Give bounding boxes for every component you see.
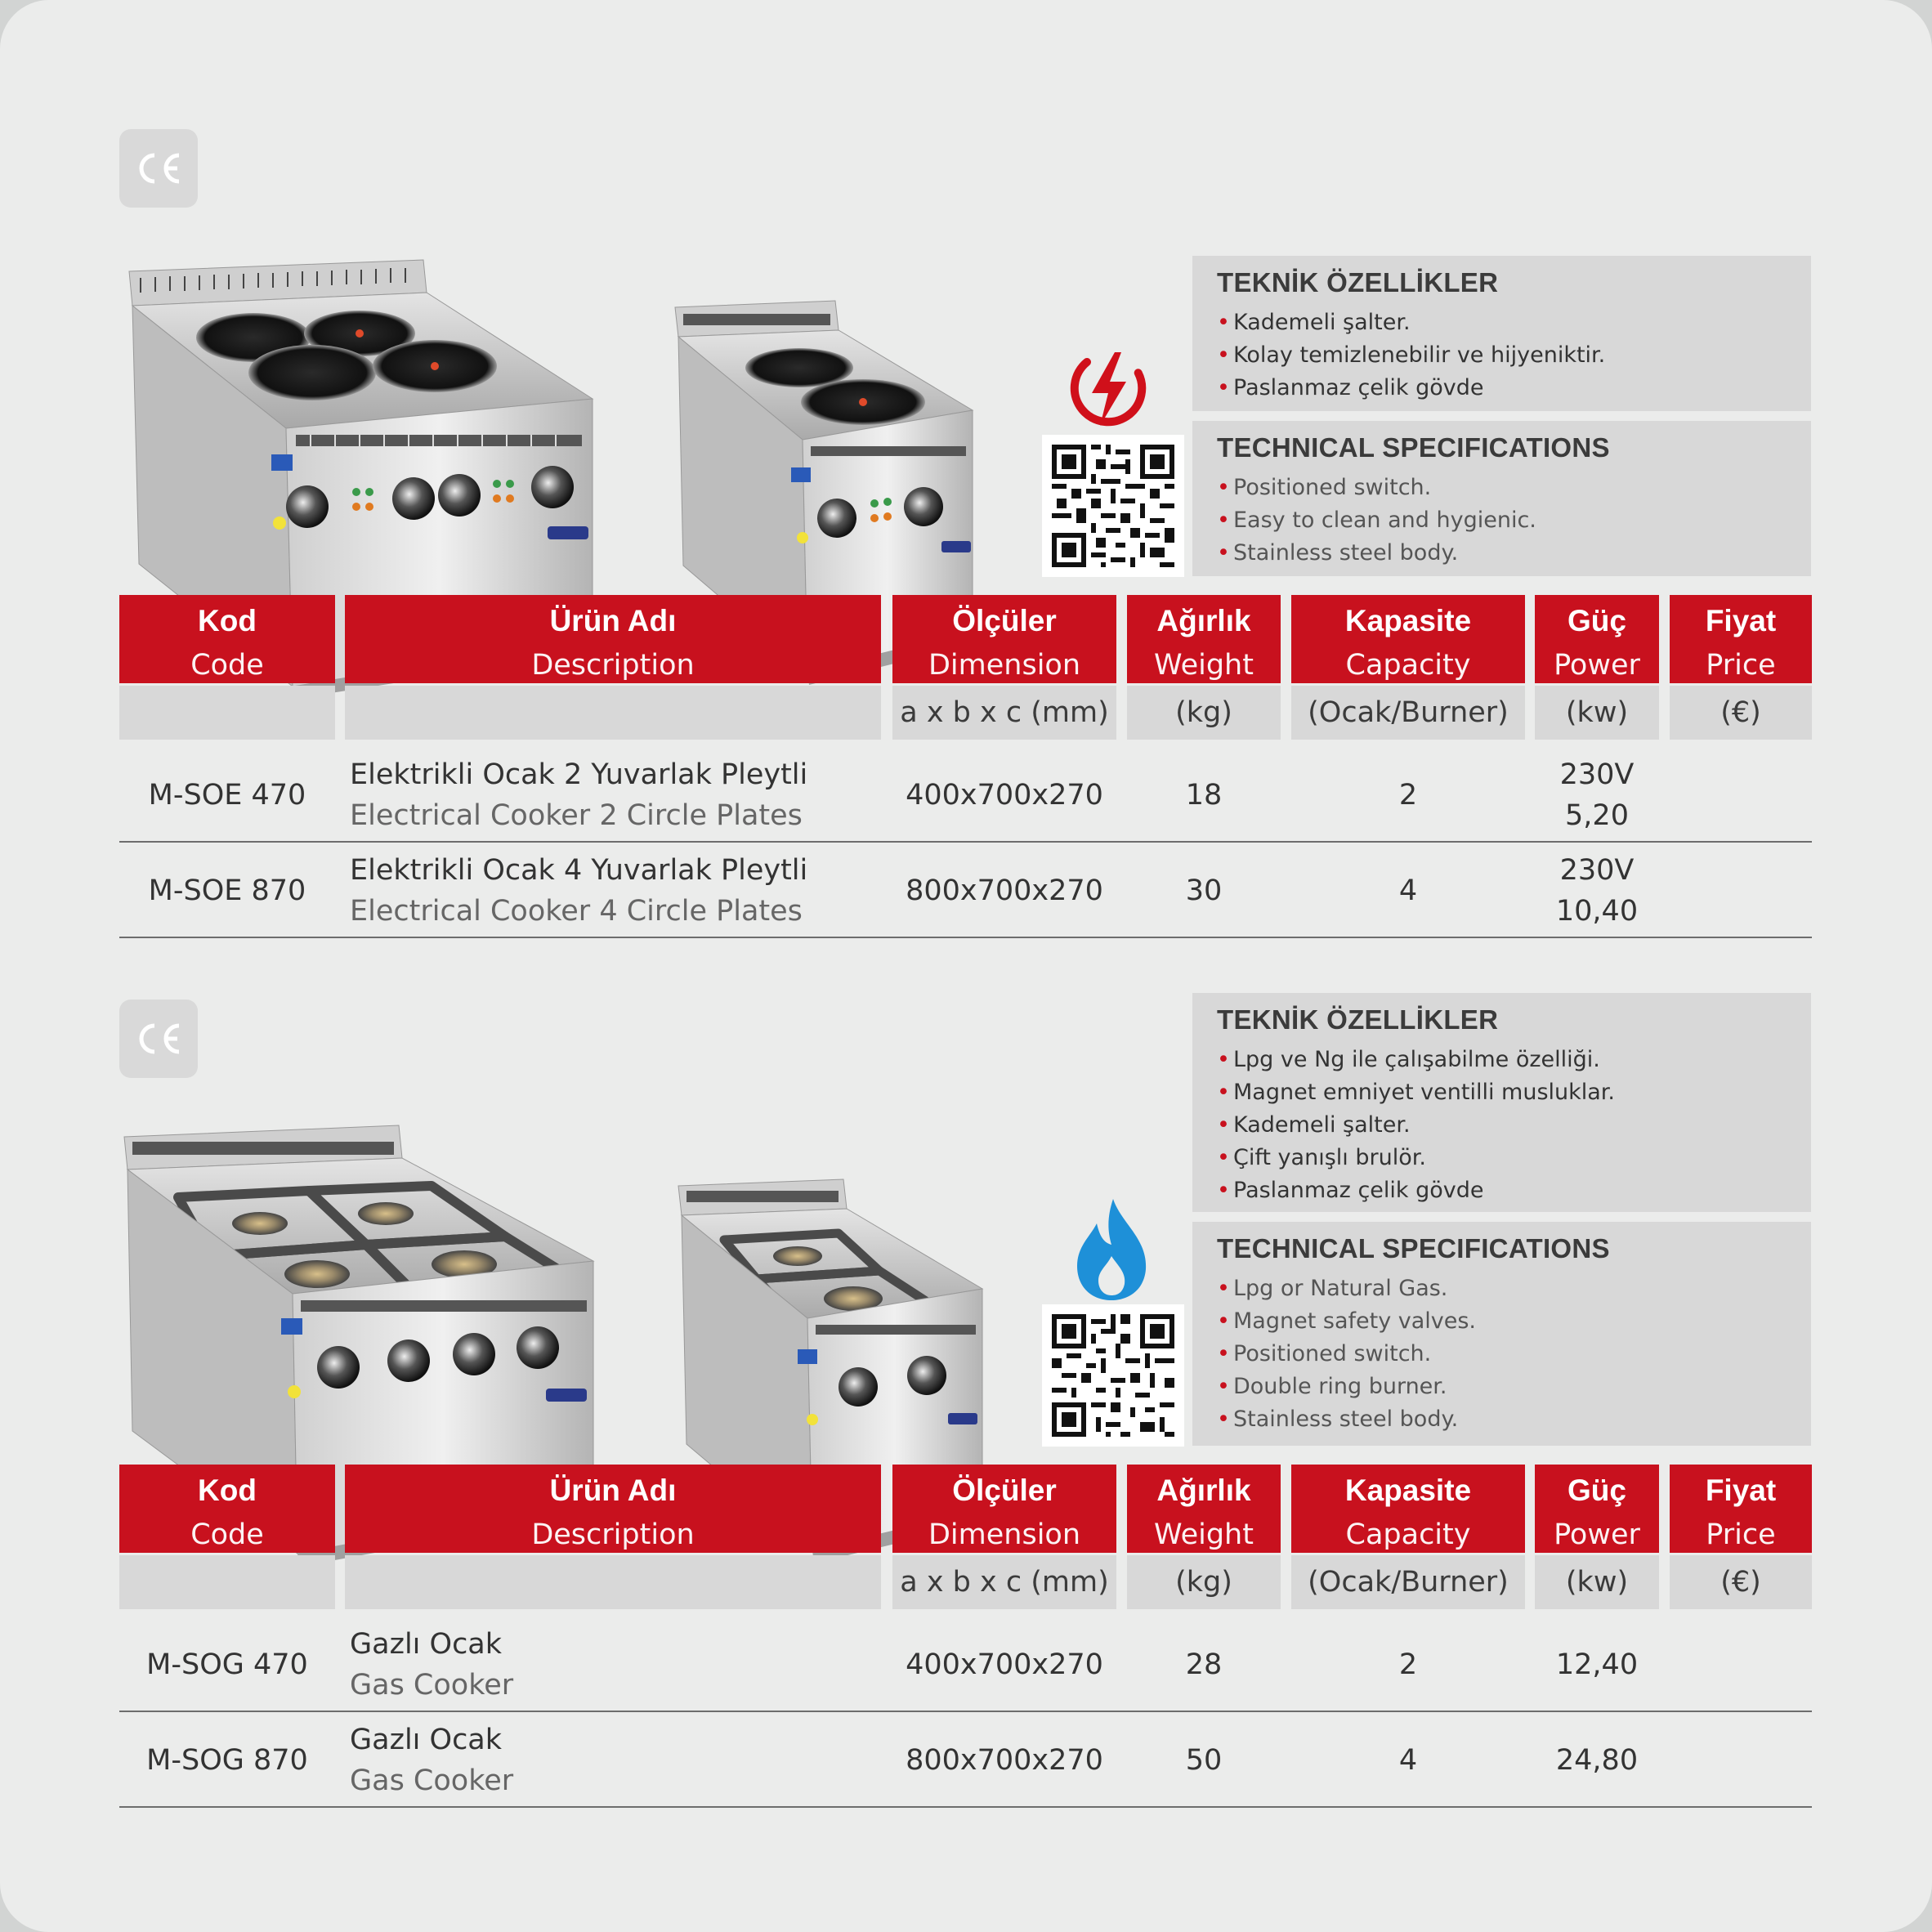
unit-dimension: a x b x c (mm) — [892, 1555, 1116, 1609]
spec-item: • Kademeli şalter. — [1217, 1109, 1787, 1142]
header-capacity: Kapasite Capacity — [1291, 595, 1525, 683]
cell-dimension: 400x700x270 — [906, 1648, 1103, 1681]
spec-item: • Lpg or Natural Gas. — [1217, 1272, 1787, 1305]
spec-item: • Paslanmaz çelik gövde — [1217, 1174, 1787, 1207]
spec-item: • Kademeli şalter. — [1217, 306, 1787, 339]
cell-description: Gazlı Ocak Gas Cooker — [350, 1724, 514, 1797]
cell-power: 230V 10,40 — [1555, 854, 1639, 928]
qr-code-icon — [1042, 435, 1184, 577]
table-row — [119, 1713, 1812, 1808]
cell-description: Elektrikli Ocak 4 Yuvarlak Pleytli Electrical Cooker 4 Circle Plates — [350, 854, 808, 928]
table-row — [119, 748, 1812, 843]
ce-mark-icon — [119, 129, 198, 208]
specs-tr-list — [1217, 1044, 1787, 1207]
unit-description — [345, 1555, 881, 1609]
table-row — [119, 1617, 1812, 1712]
spec-item: • Kolay temizlenebilir ve hijyeniktir. — [1217, 339, 1787, 372]
specs-en-title: TECHNICAL SPECIFICATIONS — [1217, 432, 1610, 463]
table-row — [119, 843, 1812, 938]
specs-tr-box — [1192, 993, 1811, 1212]
specs-tr-box — [1192, 256, 1811, 411]
qr-code-icon — [1042, 1304, 1184, 1447]
cell-capacity: 2 — [1398, 1648, 1418, 1681]
cell-weight: 30 — [1185, 874, 1223, 907]
unit-dimension: a x b x c (mm) — [892, 686, 1116, 740]
cell-capacity: 4 — [1398, 874, 1418, 907]
spec-item: • Double ring burner. — [1217, 1371, 1787, 1403]
specs-tr-title: TEKNİK ÖZELLİKLER — [1217, 267, 1499, 297]
flame-icon — [1072, 1196, 1151, 1306]
unit-description — [345, 686, 881, 740]
cell-price — [1670, 1617, 1812, 1712]
cell-price — [1670, 748, 1812, 843]
cell-code: M-SOE 470 — [148, 779, 306, 812]
header-price: Fiyat Price — [1670, 595, 1812, 683]
specs-en-list — [1217, 1272, 1787, 1436]
cell-description: Gazlı Ocak Gas Cooker — [350, 1628, 514, 1702]
header-weight: Ağırlık Weight — [1127, 1465, 1281, 1553]
ce-mark-icon — [119, 1000, 198, 1078]
specs-en-box — [1192, 421, 1811, 576]
cell-price — [1670, 843, 1812, 938]
spec-item: • Positioned switch. — [1217, 1338, 1787, 1371]
specs-tr-list — [1217, 306, 1787, 405]
cell-weight: 50 — [1185, 1744, 1223, 1777]
cell-weight: 18 — [1185, 779, 1223, 812]
header-code: Kod Code — [119, 595, 335, 683]
spec-item: • Easy to clean and hygienic. — [1217, 504, 1787, 537]
spec-item: • Lpg ve Ng ile çalışabilme özelliği. — [1217, 1044, 1787, 1076]
header-description: Ürün Adı Description — [345, 1465, 881, 1553]
cell-code: M-SOE 870 — [148, 874, 306, 907]
unit-price: (€) — [1670, 1555, 1812, 1609]
header-code: Kod Code — [119, 1465, 335, 1553]
unit-weight: (kg) — [1127, 1555, 1281, 1609]
cell-power: 24,80 — [1555, 1744, 1639, 1777]
unit-code — [119, 1555, 335, 1609]
spec-item: • Çift yanışlı brulör. — [1217, 1142, 1787, 1174]
cell-code: M-SOG 870 — [146, 1744, 308, 1777]
cell-capacity: 2 — [1398, 779, 1418, 812]
header-description: Ürün Adı Description — [345, 595, 881, 683]
spec-item: • Magnet safety valves. — [1217, 1305, 1787, 1338]
cell-price — [1670, 1713, 1812, 1808]
specs-tr-title: TEKNİK ÖZELLİKLER — [1217, 1004, 1499, 1035]
header-capacity: Kapasite Capacity — [1291, 1465, 1525, 1553]
cell-dimension: 800x700x270 — [906, 874, 1103, 907]
unit-power: (kw) — [1535, 1555, 1659, 1609]
specs-en-list — [1217, 472, 1787, 570]
spec-item: • Paslanmaz çelik gövde — [1217, 372, 1787, 405]
cell-dimension: 400x700x270 — [906, 779, 1103, 812]
spec-item: • Stainless steel body. — [1217, 1403, 1787, 1436]
unit-weight: (kg) — [1127, 686, 1281, 740]
spec-item: • Stainless steel body. — [1217, 537, 1787, 570]
unit-capacity: (Ocak/Burner) — [1291, 1555, 1525, 1609]
header-weight: Ağırlık Weight — [1127, 595, 1281, 683]
header-dimension: Ölçüler Dimension — [892, 1465, 1116, 1553]
spec-item: • Magnet emniyet ventilli musluklar. — [1217, 1076, 1787, 1109]
header-dimension: Ölçüler Dimension — [892, 595, 1116, 683]
cell-power: 12,40 — [1555, 1648, 1639, 1681]
cell-dimension: 800x700x270 — [906, 1744, 1103, 1777]
unit-capacity: (Ocak/Burner) — [1291, 686, 1525, 740]
lightning-icon — [1067, 347, 1149, 433]
cell-code: M-SOG 470 — [146, 1648, 308, 1681]
spec-item: • Positioned switch. — [1217, 472, 1787, 504]
header-price: Fiyat Price — [1670, 1465, 1812, 1553]
header-power: Güç Power — [1535, 1465, 1659, 1553]
unit-price: (€) — [1670, 686, 1812, 740]
unit-power: (kw) — [1535, 686, 1659, 740]
unit-code — [119, 686, 335, 740]
specs-en-box — [1192, 1222, 1811, 1446]
cell-weight: 28 — [1185, 1648, 1223, 1681]
cell-power: 230V 5,20 — [1559, 758, 1635, 832]
specs-en-title: TECHNICAL SPECIFICATIONS — [1217, 1233, 1610, 1263]
header-power: Güç Power — [1535, 595, 1659, 683]
cell-capacity: 4 — [1398, 1744, 1418, 1777]
cell-description: Elektrikli Ocak 2 Yuvarlak Pleytli Electrical Cooker 2 Circle Plates — [350, 758, 808, 832]
